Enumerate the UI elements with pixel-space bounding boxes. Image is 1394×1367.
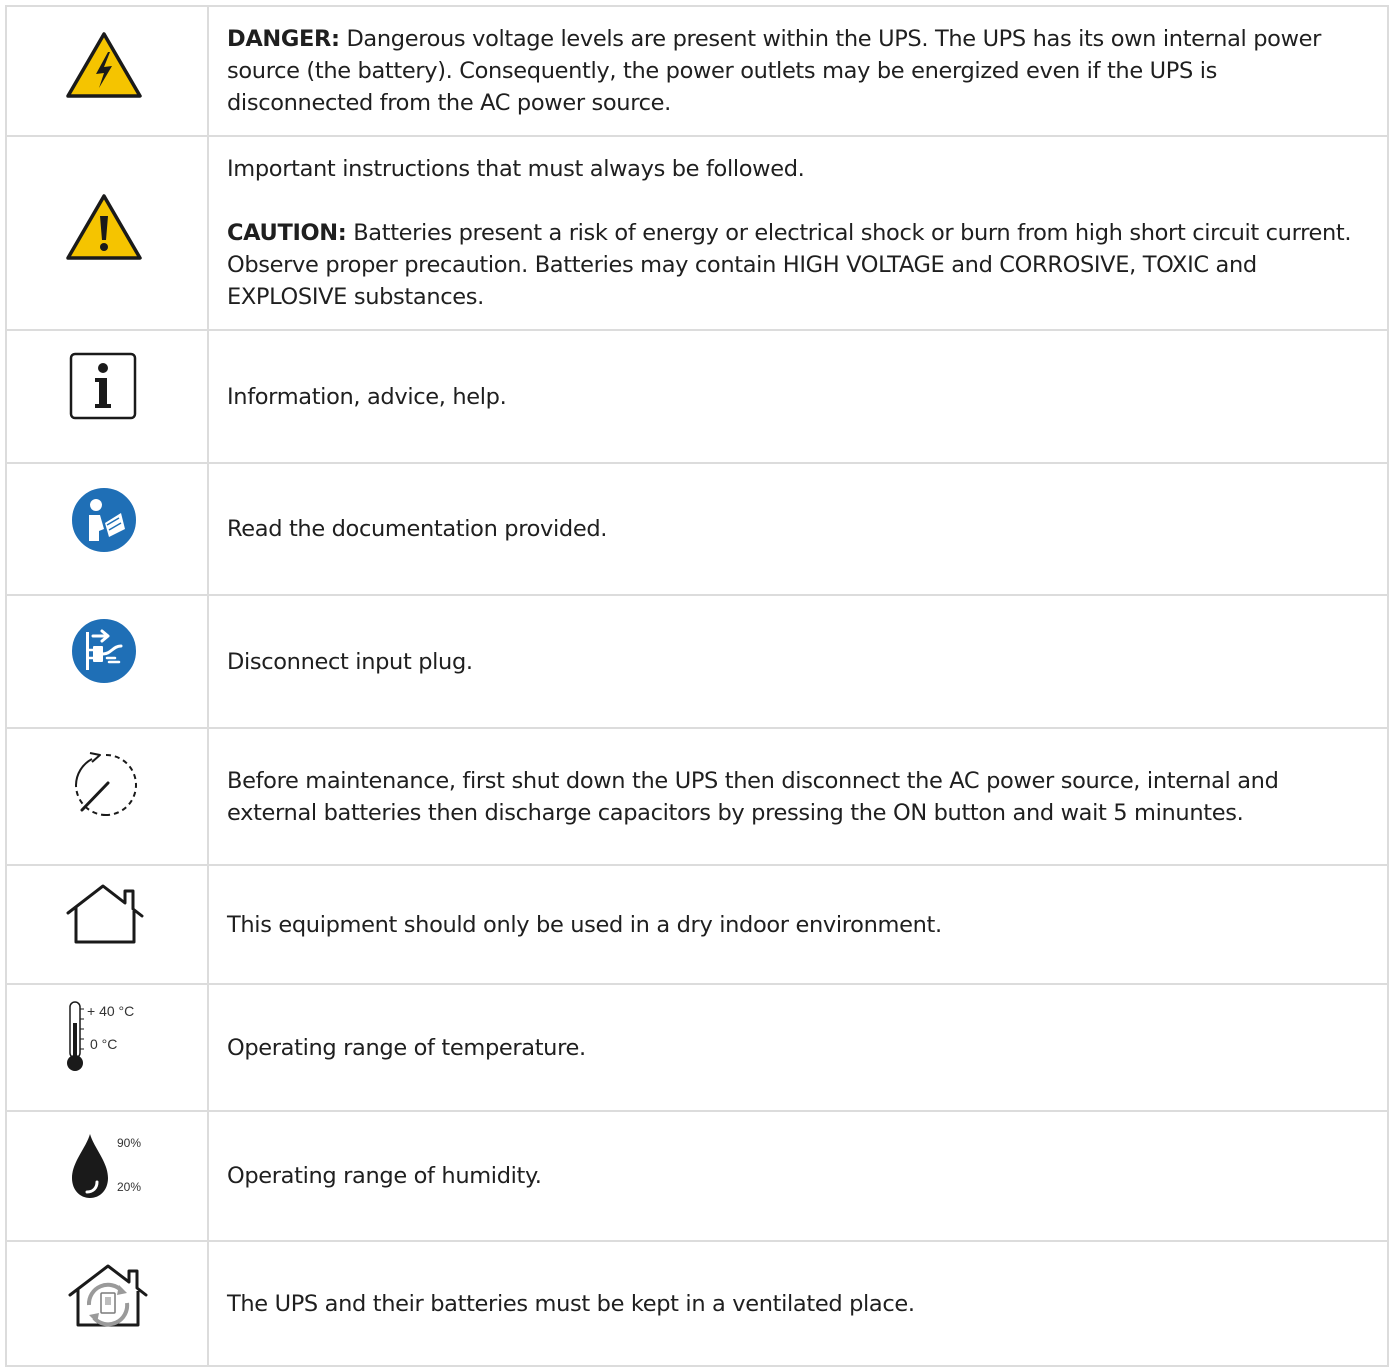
text-cell xyxy=(208,728,1388,865)
paragraph-text: Disconnect input plug. xyxy=(227,648,473,675)
text-cell xyxy=(208,984,1388,1111)
paragraph xyxy=(227,1288,1357,1320)
disconnect-plug-icon xyxy=(69,616,139,686)
paragraph xyxy=(227,513,1357,545)
text-cell xyxy=(208,330,1388,463)
icon-cell xyxy=(6,136,208,330)
text-cell xyxy=(208,136,1388,330)
paragraph-text: Information, advice, help. xyxy=(227,383,507,410)
high-voltage-warning-icon xyxy=(66,32,142,98)
icon-cell xyxy=(6,330,208,463)
indoor-use-house-icon xyxy=(65,883,145,945)
icon-cell xyxy=(6,6,208,136)
icon-cell xyxy=(6,984,208,1111)
paragraph-text: Batteries present a risk of energy or electrical shock or burn from high short circuit current. Observe proper precaution. Batteries may contain HIGH VOLTAGE and CORROSIVE, TOXIC and EXPLOSIVE substances. xyxy=(227,220,1352,310)
humidity-max-label: 90% xyxy=(117,1136,142,1150)
paragraph xyxy=(227,1032,1357,1064)
information-icon xyxy=(69,352,137,420)
text-cell xyxy=(208,6,1388,136)
table-row xyxy=(6,595,1388,728)
humidity-drop-icon xyxy=(67,1132,157,1202)
paragraph-text: Dangerous voltage levels are present within the UPS. The UPS has its own internal power source (the battery). Consequently, the power outlets may be energized even if the UPS is disconnected from the AC power source. xyxy=(227,26,1322,116)
table-row xyxy=(6,463,1388,595)
table-row xyxy=(6,1241,1388,1366)
general-warning-icon xyxy=(66,194,142,260)
paragraph xyxy=(227,909,1357,941)
text-cell xyxy=(208,463,1388,595)
paragraph xyxy=(227,765,1357,829)
icon-cell xyxy=(6,595,208,728)
paragraph xyxy=(227,381,1357,413)
icon-cell xyxy=(6,1111,208,1241)
paragraph-text: This equipment should only be used in a dry indoor environment. xyxy=(227,911,942,938)
table-row xyxy=(6,865,1388,984)
text-cell xyxy=(208,595,1388,728)
table-row xyxy=(6,6,1388,136)
danger-label: DANGER: xyxy=(227,26,340,52)
paragraph xyxy=(227,153,1357,185)
table-row xyxy=(6,136,1388,330)
table-row xyxy=(6,1111,1388,1241)
paragraph-text: Operating range of temperature. xyxy=(227,1034,586,1061)
caution-label: CAUTION: xyxy=(227,220,347,246)
wait-timer-icon xyxy=(68,747,144,823)
paragraph-text: Important instructions that must always be followed. xyxy=(227,156,805,182)
ventilated-place-icon xyxy=(67,1263,149,1329)
thermometer-max-label: + 40 °C xyxy=(87,1003,135,1019)
safety-symbols-table xyxy=(5,5,1389,1367)
paragraph-text: The UPS and their batteries must be kept in a ventilated place. xyxy=(227,1290,915,1317)
paragraph xyxy=(227,217,1357,313)
paragraph xyxy=(227,646,1357,678)
paragraph xyxy=(227,23,1357,119)
icon-cell xyxy=(6,865,208,984)
read-manual-icon xyxy=(69,485,139,555)
table-row xyxy=(6,984,1388,1111)
icon-cell xyxy=(6,1241,208,1366)
text-cell xyxy=(208,1241,1388,1366)
paragraph-text: Operating range of humidity. xyxy=(227,1163,542,1189)
text-cell xyxy=(208,865,1388,984)
icon-cell xyxy=(6,463,208,595)
paragraph-text: Before maintenance, first shut down the UPS then disconnect the AC power source, internal and external batteries then discharge capacitors by pressing the ON button and wait 5 minuntes. xyxy=(227,767,1279,826)
thermometer-icon xyxy=(62,999,162,1073)
humidity-min-label: 20% xyxy=(117,1180,142,1194)
paragraph-text: Read the documentation provided. xyxy=(227,516,608,542)
icon-cell xyxy=(6,728,208,865)
table-row xyxy=(6,728,1388,865)
paragraph xyxy=(227,1160,1357,1192)
table-row xyxy=(6,330,1388,463)
text-cell xyxy=(208,1111,1388,1241)
thermometer-min-label: 0 °C xyxy=(90,1036,118,1052)
